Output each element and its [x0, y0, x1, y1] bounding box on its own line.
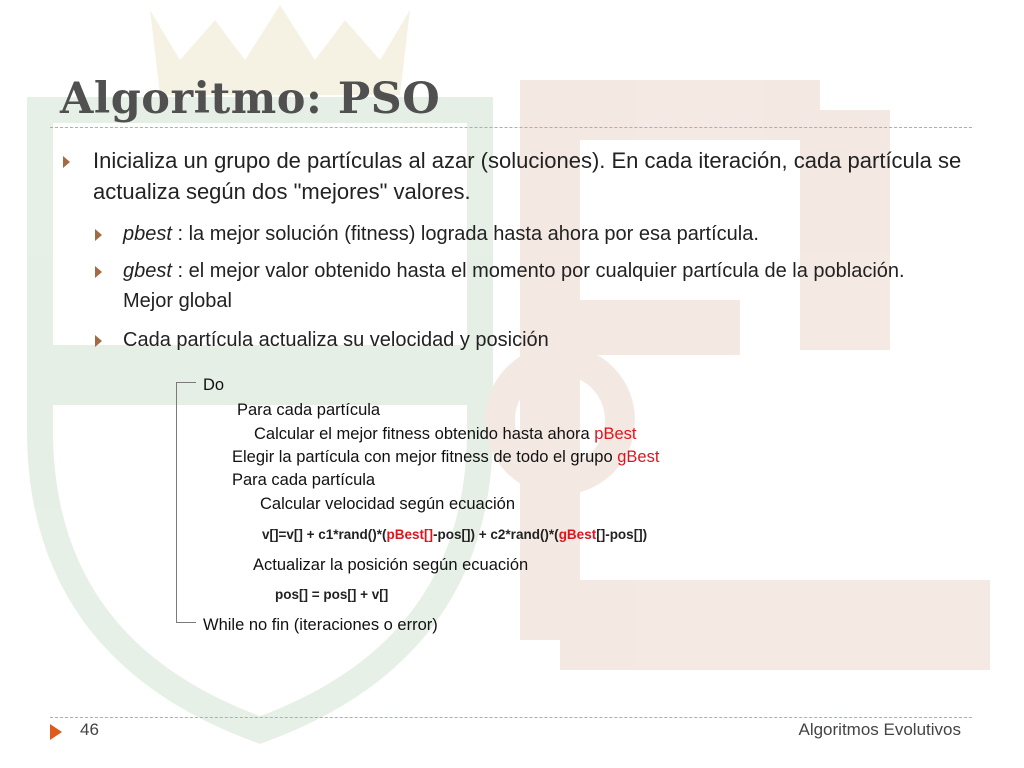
bullet-update: Cada partícula actualiza su velocidad y posición: [123, 329, 549, 351]
code-loop1: Para cada partícula: [237, 401, 381, 419]
bullet-triangle-icon: [63, 156, 70, 168]
vel-formula-pbest: pBest[]: [386, 527, 434, 542]
footer-arrow-icon: [50, 724, 62, 740]
code-do: Do: [203, 376, 225, 394]
code-choose-gbest-text: Elegir la partícula con mejor fitness de todo el grupo: [232, 448, 618, 466]
watermark-informatica: [560, 580, 990, 670]
title-divider: [50, 127, 972, 128]
footer-course-title: Algoritmos Evolutivos: [798, 720, 961, 739]
bullet-pbest: [123, 219, 953, 249]
footer-divider: [50, 717, 972, 718]
bullet-triangle-icon: [95, 229, 102, 241]
code-choose-gbest: [232, 448, 659, 467]
vel-formula-part: v[]=v[] + c1*rand()*(: [262, 527, 387, 542]
loop-bracket-top: [176, 382, 196, 383]
bullet-triangle-icon: [95, 266, 102, 278]
code-pbest-var: pBest: [594, 425, 637, 443]
slide-title: Algoritmo: PSO: [60, 74, 441, 124]
bullet-gbest: [123, 256, 953, 316]
code-calc-pbest: [254, 425, 636, 444]
code-update-position: Actualizar la posición según ecuación: [253, 556, 529, 574]
bullet-triangle-icon: [95, 335, 102, 347]
page-number: 46: [80, 720, 99, 739]
watermark-F-arm: [520, 80, 820, 140]
gbest-definition: : el mejor valor obtenido hasta el momento por cualquier partícula de la población. Mejor global: [123, 260, 905, 312]
code-velocity-formula: [262, 527, 647, 542]
bullet-main: Inicializa un grupo de partículas al azar (soluciones). En cada iteración, cada partícula se actualiza según dos "mejores" valores.: [93, 148, 962, 204]
code-calc-velocity: Calcular velocidad según ecuación: [260, 495, 515, 513]
vel-formula-part: -pos[]) + c2*rand()*(: [433, 527, 559, 542]
code-gbest-var: gBest: [617, 448, 660, 466]
vel-formula-gbest: gBest: [558, 527, 597, 542]
loop-bracket: [176, 382, 177, 622]
code-position-formula: pos[] = pos[] + v[]: [275, 587, 389, 602]
code-loop2: Para cada partícula: [232, 471, 376, 489]
vel-formula-part: []-pos[]): [596, 527, 648, 542]
gbest-term: gbest: [123, 260, 172, 282]
pbest-term: pbest: [123, 223, 172, 245]
code-while: While no fin (iteraciones o error): [203, 616, 438, 634]
pbest-definition: : la mejor solución (fitness) lograda hasta ahora por esa partícula.: [171, 223, 759, 245]
loop-bracket-bottom: [176, 622, 196, 623]
code-calc-pbest-text: Calcular el mejor fitness obtenido hasta ahora: [254, 425, 595, 443]
